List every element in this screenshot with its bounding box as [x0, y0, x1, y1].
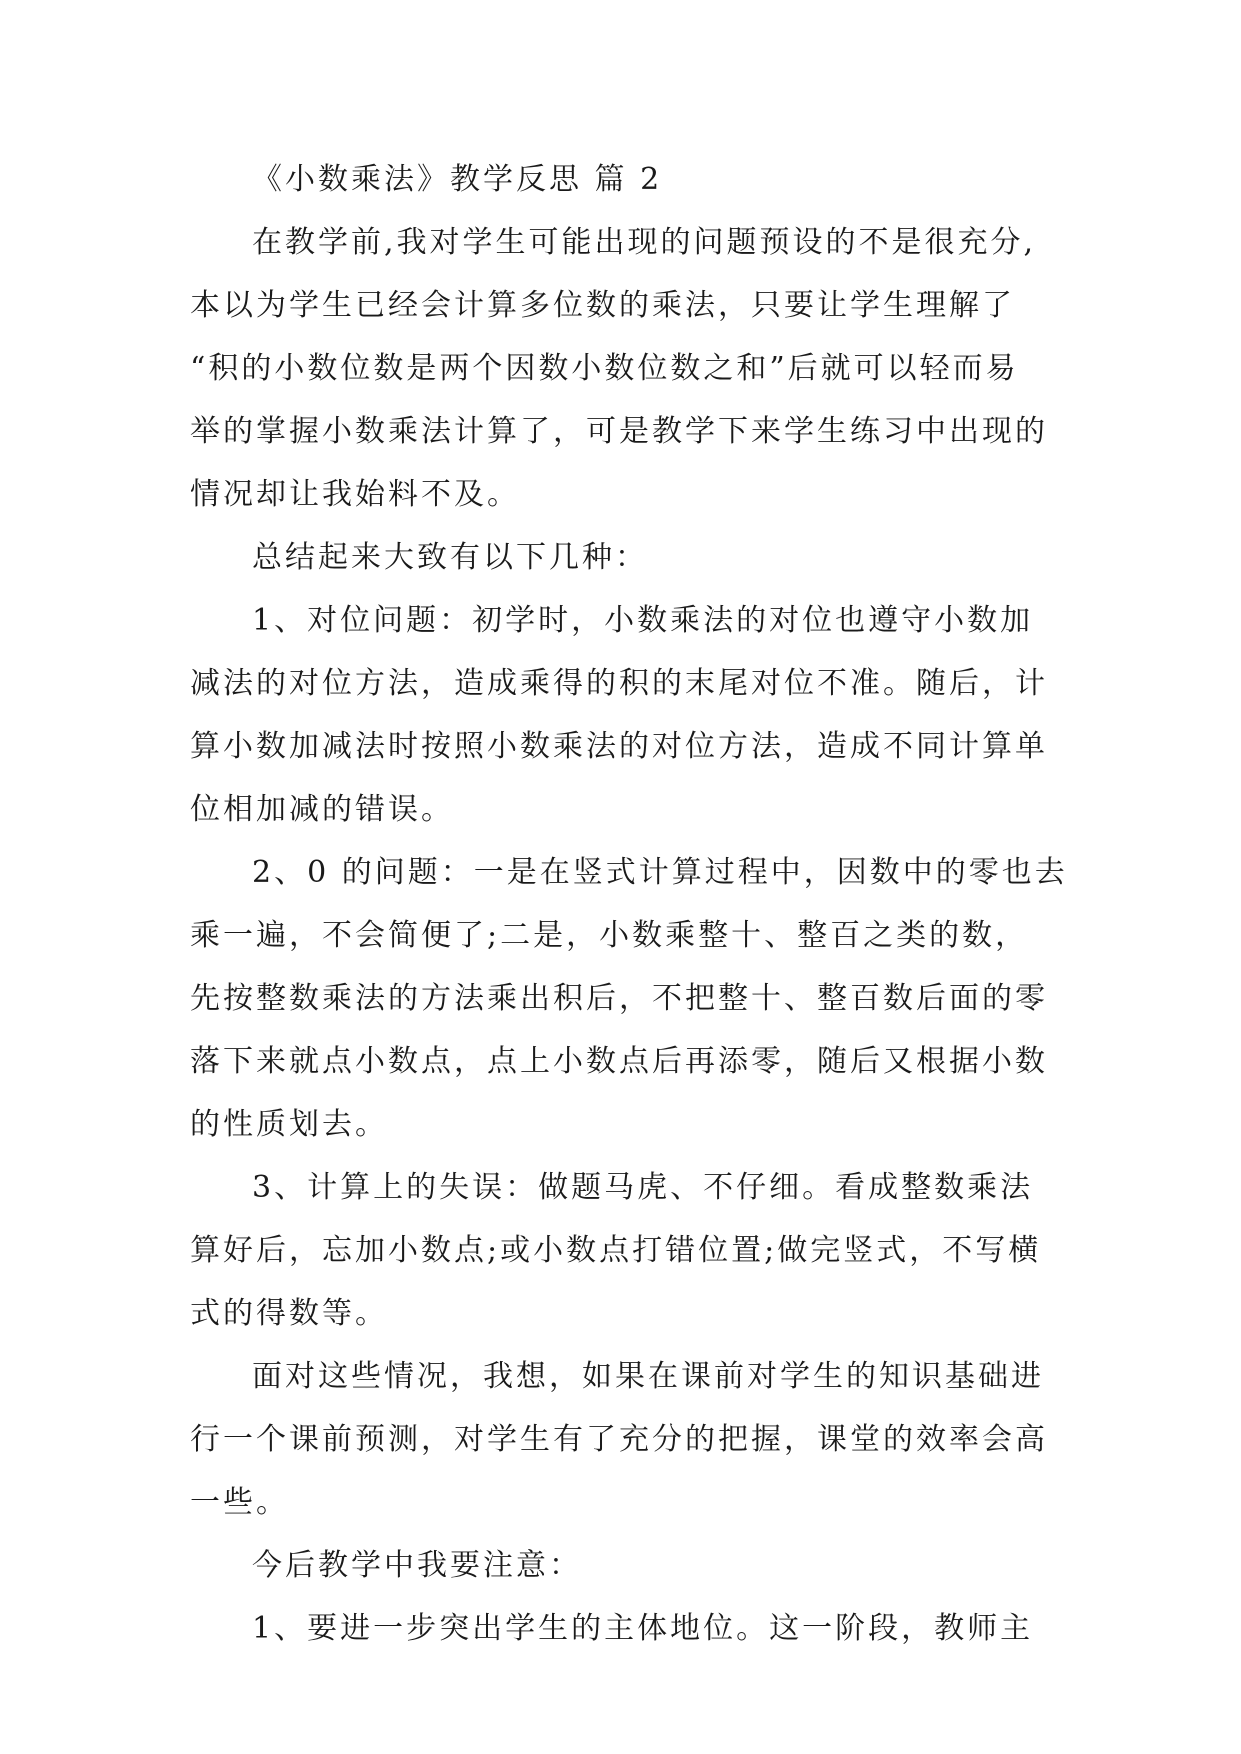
- paragraph-line: 先按整数乘法的方法乘出积后，不把整十、整百数后面的零: [190, 981, 1048, 1016]
- paragraph-line: 行一个课前预测，对学生有了充分的把握，课堂的效率会高: [190, 1422, 1048, 1457]
- paragraph-line: 举的掌握小数乘法计算了，可是教学下来学生练习中出现的: [190, 414, 1048, 449]
- paragraph-line: 算好后，忘加小数点;或小数点打错位置;做完竖式，不写横: [190, 1233, 1042, 1268]
- paragraph-line: 一些。: [190, 1485, 289, 1520]
- paragraph-line: 本以为学生已经会计算多位数的乘法，只要让学生理解了: [190, 288, 1015, 323]
- paragraph-line: 落下来就点小数点，点上小数点后再添零，随后又根据小数: [190, 1044, 1048, 1079]
- document-title: 《小数乘法》教学反思 篇 2: [252, 162, 663, 197]
- paragraph-line: 式的得数等。: [190, 1296, 388, 1331]
- paragraph-line: 1、对位问题：初学时，小数乘法的对位也遵守小数加: [252, 603, 1034, 638]
- paragraph-line: 减法的对位方法，造成乘得的积的末尾对位不准。随后，计: [190, 666, 1048, 701]
- paragraph-line: 算小数加减法时按照小数乘法的对位方法，造成不同计算单: [190, 729, 1048, 764]
- paragraph-line: 总结起来大致有以下几种：: [252, 540, 648, 575]
- paragraph-line: 1、要进一步突出学生的主体地位。这一阶段，教师主: [252, 1611, 1034, 1646]
- paragraph-line: 情况却让我始料不及。: [190, 477, 520, 512]
- paragraph-line: 位相加减的错误。: [190, 792, 454, 827]
- paragraph-line: “积的小数位数是两个因数小数位数之和”后就可以轻而易: [190, 351, 1019, 386]
- paragraph-line: 面对这些情况，我想，如果在课前对学生的知识基础进: [252, 1359, 1044, 1394]
- paragraph-line: 的性质划去。: [190, 1107, 388, 1142]
- paragraph-line: 2、0 的问题：一是在竖式计算过程中，因数中的零也去: [252, 855, 1068, 890]
- paragraph-line: 乘一遍，不会简便了;二是，小数乘整十、整百之类的数，: [190, 918, 1029, 953]
- paragraph-line: 在教学前,我对学生可能出现的问题预设的不是很充分,: [252, 225, 1037, 260]
- paragraph-line: 今后教学中我要注意：: [252, 1548, 582, 1583]
- paragraph-line: 3、计算上的失误：做题马虎、不仔细。看成整数乘法: [252, 1170, 1034, 1205]
